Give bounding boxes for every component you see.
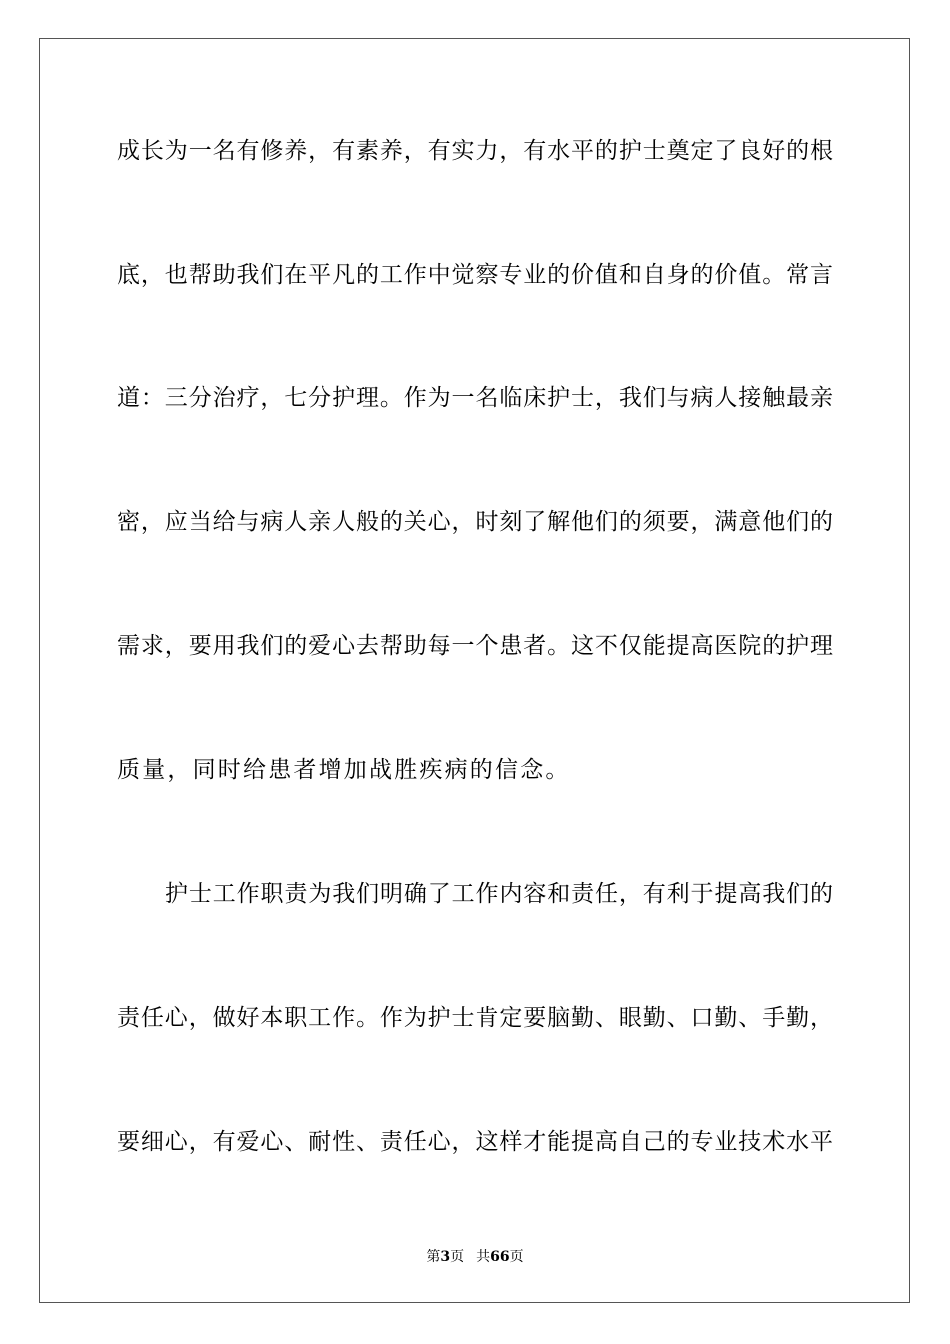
total-prefix: 共 xyxy=(476,1249,491,1265)
page-border xyxy=(39,38,910,1303)
body-line-9: 要细心，有爱心、耐性、责任心，这样才能提高自己的专业技术水平 xyxy=(117,1129,833,1155)
total-suffix: 页 xyxy=(509,1249,524,1265)
page-suffix: 页 xyxy=(450,1249,465,1265)
total-pages: 66 xyxy=(490,1249,510,1265)
body-line-2: 底，也帮助我们在平凡的工作中觉察专业的价值和自身的价值。常言 xyxy=(117,262,833,288)
page-footer xyxy=(0,1247,950,1267)
body-line-7: 护士工作职责为我们明确了工作内容和责任，有利于提高我们的 xyxy=(165,881,833,907)
page-prefix: 第 xyxy=(426,1249,441,1265)
page-number: 3 xyxy=(440,1249,451,1265)
body-line-1: 成长为一名有修养，有素养，有实力，有水平的护士奠定了良好的根 xyxy=(117,138,833,164)
body-line-5: 需求，要用我们的爱心去帮助每一个患者。这不仅能提高医院的护理 xyxy=(117,633,833,659)
body-line-6: 质量，同时给患者增加战胜疾病的信念。 xyxy=(117,757,571,783)
body-line-8: 责任心，做好本职工作。作为护士肯定要脑勤、眼勤、口勤、手勤， xyxy=(117,1005,833,1031)
body-line-3: 道：三分治疗，七分护理。作为一名临床护士，我们与病人接触最亲 xyxy=(117,385,833,411)
body-line-4: 密，应当给与病人亲人般的关心，时刻了解他们的须要，满意他们的 xyxy=(117,509,833,535)
